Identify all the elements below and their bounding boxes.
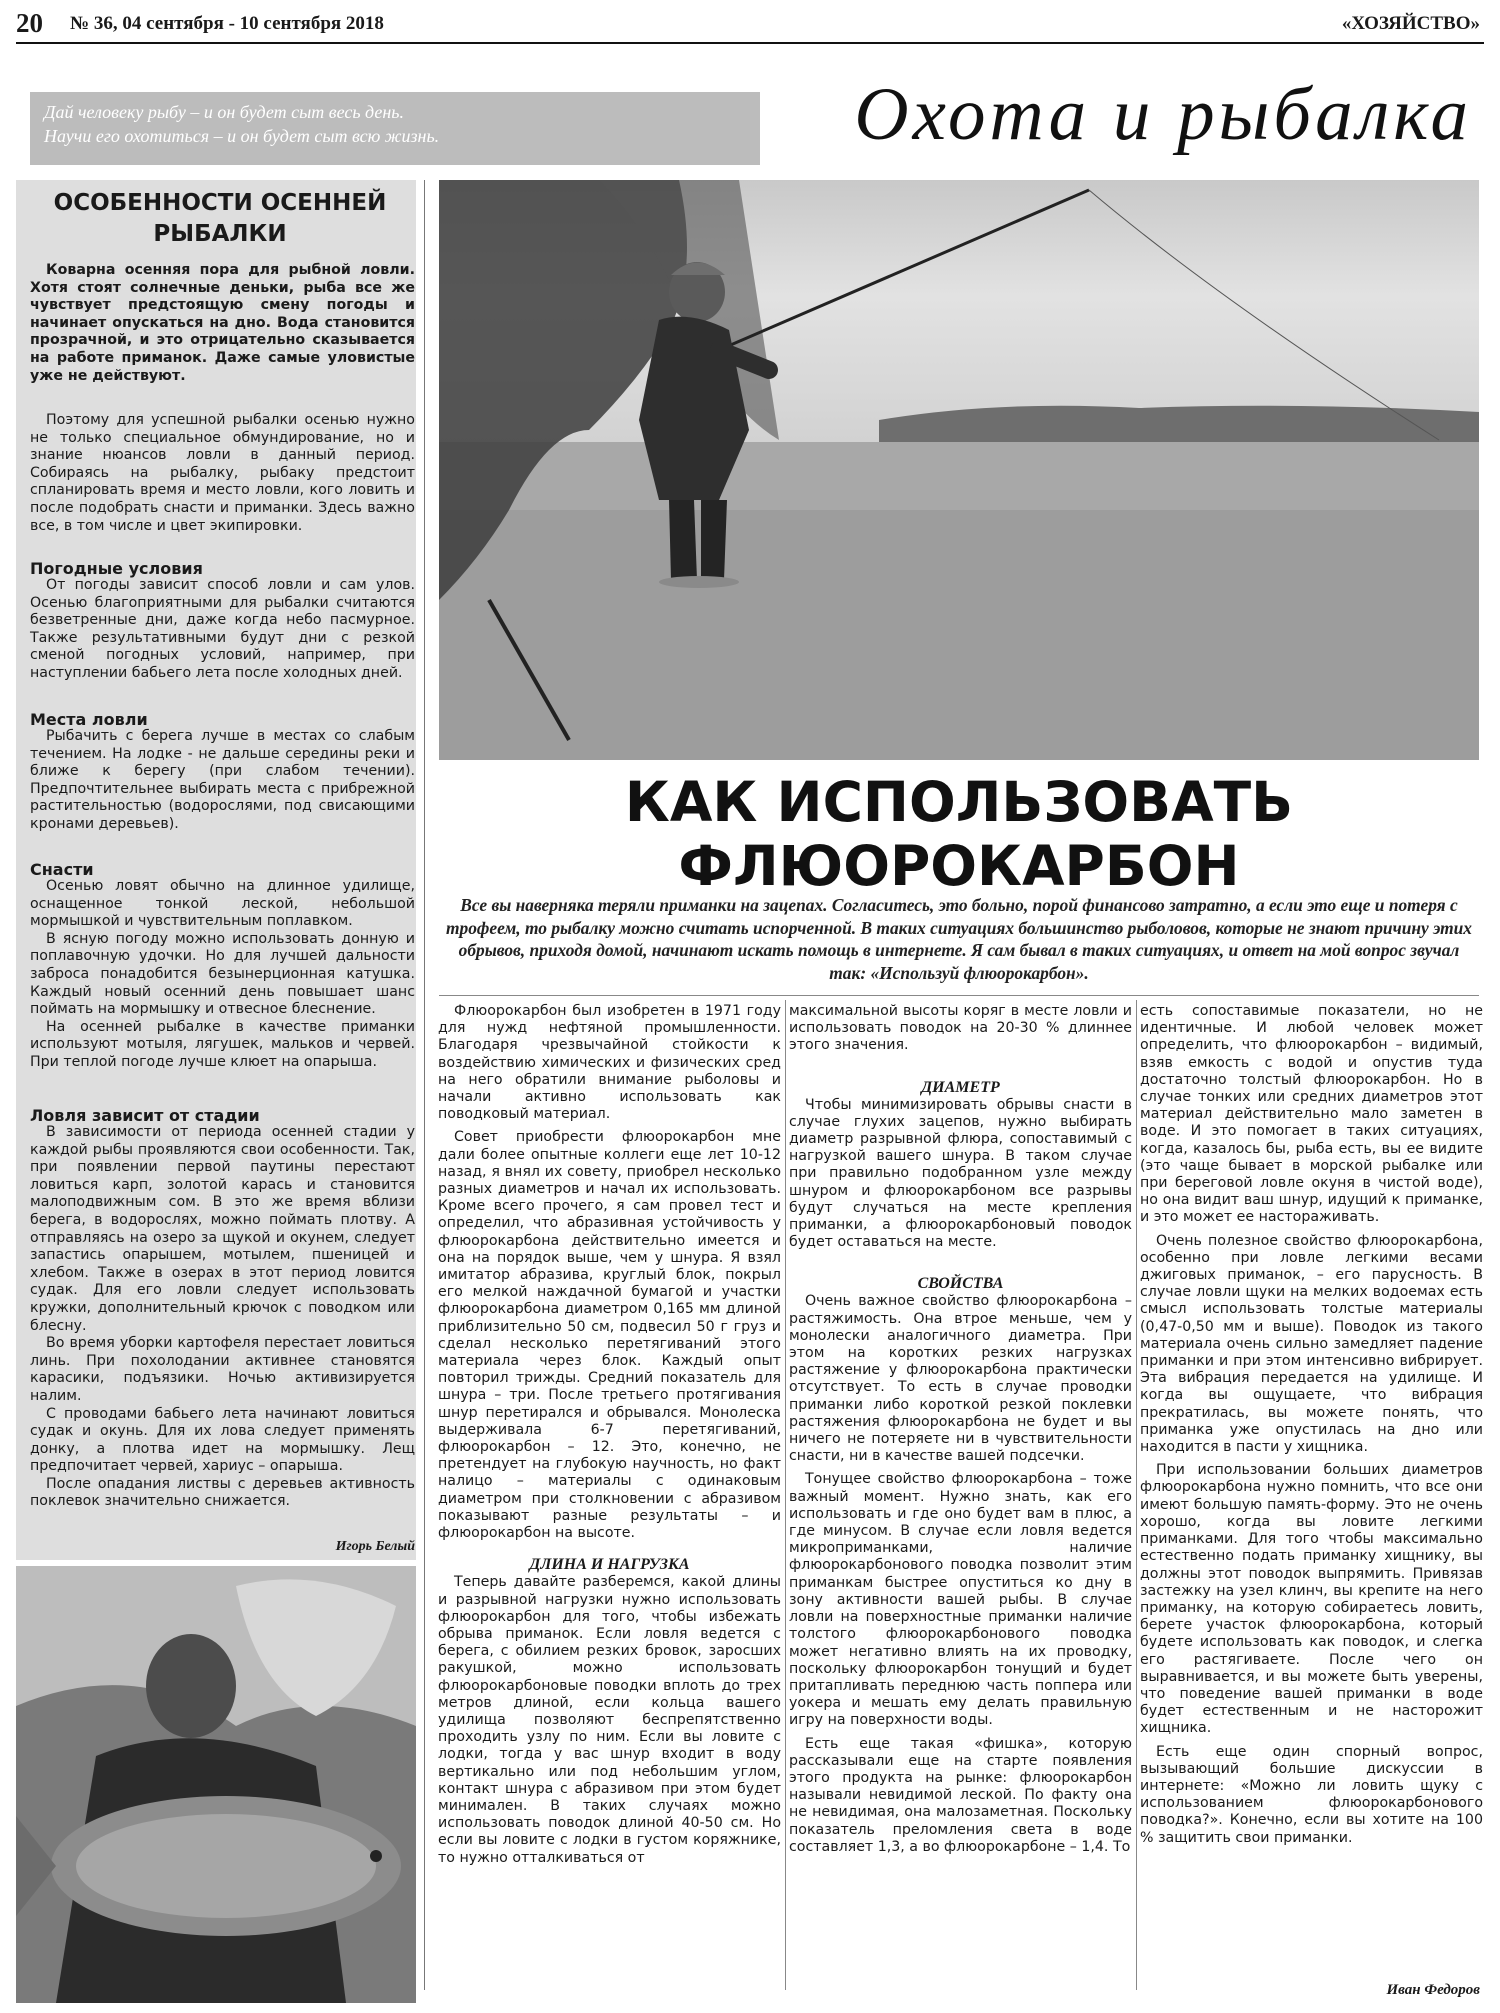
heading-properties: СВОЙСТВА [917, 1275, 1004, 1293]
section-title: Охота и рыбалка [854, 73, 1472, 156]
sidebar-intro [30, 412, 415, 535]
sidebar-stage-text-2: Во время уборки картофеля перестает ловиться линь. При похолодании активнее становятся карасики, подъязики. Ночью активизируется налим. [30, 1335, 415, 1404]
article-title-line-1: КАК ИСПОЛЬЗОВАТЬ [624, 770, 1294, 834]
article-paragraph: есть сопоставимые показатели, но не идентичные. И любой человек может определить, что флюорокарбон – видимый, взяв емкость с водой и опустив туда достаточно толстый флюорокарбон. Но в случае тонких или средних диаметров этот материал действительно мало заметен в воде. И это помогает в таких ситуациях, когда, казалось бы, рыба есть, вы ее видите (это чаще бывает в морской рыбалке или при береговой ловле окуня в чистой воде), но она видит ваш шнур, идущий к приманке, и это может ее настораживать. [1140, 1003, 1483, 1226]
sidebar-heading-stage: Ловля зависит от стадии [30, 1106, 260, 1125]
article-column-1 [438, 1003, 781, 1867]
fisherman-illustration [439, 180, 1479, 760]
article-column-3 [1140, 1003, 1483, 1847]
fisherman-photo [439, 180, 1479, 760]
sidebar-tackle-text-3: На осенней рыбалке в качестве приманки используют мотыля, лягушек, мальков и червей. При теплой погоде лучше клюет на опарыша. [30, 1018, 415, 1070]
header-rule [16, 42, 1484, 44]
article-author: Иван Федоров [1386, 1982, 1480, 1998]
carp-illustration [16, 1566, 416, 2003]
article-paragraph: При использовании больших диаметров флюорокарбона нужно помнить, что все они имеют большую память-форму. Это не очень хорошо, когда вы ловите легкими приманками. Для того чтобы максимально естественно подать приманку хищнику, вы должны этот поводок выпрямить. Привязав застежку на узел клинч, вы крепите на него приманку, на которую собираетесь ловить, берете участок флюорокарбона, который будете использовать как поводок, и слегка его растягиваете. После чего он выравнивается, и вы можете быть уверены, что поведение вашей приманки в воде будет естественным и не насторожит хищника. [1140, 1462, 1483, 1737]
sidebar-intro-text: Поэтому для успешной рыбалки осенью нужно не только специальное обмундирование, но и знание нюансов ловли в данный период. Собираясь на рыбалку, рыбаку предстоит спланировать время и место ловли, кого ловить и после подобрать снасти и приманки. Здесь важно все, в том числе и цвет экипировки. [30, 412, 415, 534]
newspaper-name: «ХОЗЯЙСТВО» [1341, 13, 1480, 34]
sidebar-lead [30, 262, 415, 385]
epigraph-line-2: Научи его охотиться – и он будет сыт всю жизнь. [44, 126, 440, 146]
article-title-line-2: ФЛЮОРОКАРБОН [678, 834, 1240, 898]
page-number: 20 [16, 8, 43, 38]
sidebar-tackle-text-2: В ясную погоду можно использовать донную и поплавочную удочки. Но для лучшей дальности заброса понадобится безынерционная катушка. Каждый новый осенний день повышает шанс поймать на мормышку и отвесное блеснение. [30, 930, 415, 1018]
sidebar-weather [30, 577, 415, 683]
sidebar-lead-text: Коварна осенняя пора для рыбной ловли. Хотя стоят солнечные деньки, рыба все же чувствует предстоящую смену погоды и начинает опускаться на дно. Вода становится прозрачной, и это отрицательно сказывается на работе приманок. Даже самые уловистые уже не действуют. [30, 262, 415, 384]
sidebar-tackle-text-1: Осенью ловят обычно на длинное удилище, оснащенное тонкой леской, небольшой мормышкой и чувствительным поплавком. [30, 878, 415, 930]
sidebar-author: Игорь Белый [335, 1539, 415, 1554]
article-paragraph: Очень важное свойство флюорокарбона – растяжимость. Она втрое меньше, чем у монолески аналогичного диаметра. При этом на коротких резких нагрузках растяжение у флюорокарбона практически отсутствует. То есть в случае проводки приманки либо короткой резкой поклевки растяжения флюорокарбона не будет и вы ничего не потеряете ни в чувствительности снасти, ни в качестве вашей подсечки. [789, 1293, 1132, 1465]
article-paragraph: максимальной высоты коряг в месте ловли и использовать поводок на 20-30 % длиннее этого значения. [789, 1003, 1132, 1054]
sidebar-tackle [30, 878, 415, 1072]
column-rule [785, 1000, 786, 1990]
article-paragraph: Совет приобрести флюорокарбон мне дали более опытные коллеги еще лет 10-12 назад, я внял их совету, приобрел несколько разных диаметров и начал их использовать. Кроме всего прочего, я сам провел тест и определил, что абразивная устойчивость у флюорокарбона действительно имеется и она на порядок выше, чем у шнура. Я взял имитатор абразива, круглый блок, покрыл его мелкой наждачной бумагой и участки флюорокарбона диаметром 0,165 мм длиной приблизительно 50 см, подвесил 50 г груз и сделал несколько перетягиваний этого материала через блок. Каждый опыт повторил трижды. Средний показатель для шнура – три. После третьего протягивания шнур перетирался и обрывался. Монолеска выдерживала 6-7 перетягиваний, флюорокарбон – 12. Это, конечно, не претендует на глубокую научность, но факт налицо – материалы с одинаковым диаметром при столкновении с абразивом показывают разные результаты – и флюорокарбон на высоте. [438, 1129, 781, 1542]
sidebar-places [30, 728, 415, 834]
sidebar-stage-text-3: С проводами бабьего лета начинают ловиться судак и окунь. Для их лова следует применять донку, а плотва идет на мормышку. Лещ предпочитает червей, хариус – опарыша. [30, 1405, 415, 1475]
sidebar-title [20, 188, 420, 250]
sidebar-stage [30, 1124, 415, 1511]
heading-diameter: ДИАМЕТР [921, 1078, 1000, 1096]
sidebar-stage-text-1: В зависимости от периода осенней стадии у каждой рыбы проявляются свои особенности. Так, при появлении первой паутины перестают ловиться карп, золотой карась и становится малоподвижным сом. В это же время вблизи берега, в водорослях, можно поймать плотву. А отправляясь на озеро за щукой и окунем, следует запастись опарышем, мотылем, пшеницей и хлебом. Также в озерах в этот период ловится судак. Для его ловли следует использовать кружки, дополнительный крючок с поводком или блесну. [30, 1124, 415, 1334]
epigraph-line-1: Дай человеку рыбу – и он будет сыт весь день. [44, 102, 404, 122]
heading-length: ДЛИНА И НАГРУЗКА [529, 1556, 690, 1574]
carp-photo [16, 1566, 416, 2003]
article-paragraph: Чтобы минимизировать обрывы снасти в случае глухих зацепов, нужно выбирать диаметр разрывной флюра, сопоставимый с нагрузкой вашего шнура. В таком случае при правильно подобранном узле между шнуром и флюорокарбоном все разрывы будут случаться на месте крепления приманки, а флюорокарбоновый поводок будет оставаться на месте. [789, 1096, 1132, 1251]
sidebar-heading-weather: Погодные условия [30, 559, 203, 578]
sidebar-title-line-1: ОСОБЕННОСТИ ОСЕННЕЙ [53, 190, 387, 216]
sidebar-heading-tackle: Снасти [30, 860, 94, 879]
article-paragraph: Очень полезное свойство флюорокарбона, особенно при ловле легкими весами джиговых приманок, – его парусность. В случае ловли щуки на мелких водоемах есть смысл использовать толстые материалы (0,47-0,50 мм и выше). Поводок из такого материала очень сильно замедляет падение приманки и при этом интенсивно вибрирует. Эта вибрация передается на удилище. И когда вы ощущаете, что вибрация прекратилась, вы можете понять, что приманка уже опустилась на дно или находится в пасти у хищника. [1140, 1232, 1483, 1456]
sidebar-stage-text-4: После опадания листвы с деревьев активность поклевок значительно снижается. [30, 1475, 415, 1510]
article-column-2 [789, 1003, 1132, 1856]
lead-rule [439, 995, 1479, 996]
article-paragraph: Есть еще один спорный вопрос, вызывающий большие дискуссии в интернете: «Можно ли ловить щуку с использованием флюорокарбонового поводка?». Конечно, если вы хотите на 100 % защитить свои приманки. [1140, 1743, 1483, 1846]
sidebar-weather-text: От погоды зависит способ ловли и сам улов. Осенью благоприятными для рыбалки считаются безветренные дни, даже когда небо пасмурное. Также результативными будут дни с резкой сменой погодных условий, например, при наступлении бабьего лета после холодных дней. [30, 577, 415, 681]
article-title [439, 770, 1479, 898]
article-lead: Все вы наверняка теряли приманки на зацепах. Согласитесь, это больно, порой финансово затратно, а если это еще и потеря с трофеем, то рыбалку можно считать испорченной. В таких ситуациях большинство рыболовов, которые не знают причину этих обрывов, приходя домой, начинают искать помощь в интернете. Я сам бывал в таких ситуациях, и ответ на мой вопрос звучал так: «Используй флюорокарбон». [446, 895, 1472, 983]
article-paragraph: Флюорокарбон был изобретен в 1971 году для нужд нефтяной промышленности. Благодаря чрезвычайной стойкости к воздействию химических и физических сред на него обратили внимание рыболовы и начали активно использовать как поводковый материал. [438, 1003, 781, 1123]
issue-date: № 36, 04 сентября - 10 сентября 2018 [70, 13, 384, 34]
sidebar-title-line-2: РЫБАЛКИ [153, 221, 287, 247]
column-rule [1136, 1000, 1137, 1990]
sidebar-places-text: Рыбачить с берега лучше в местах со слабым течением. На лодке - не дальше середины реки и ближе к берегу (при слабом течении). Предпочтительнее выбирать места с прибрежной растительностью (водорослями, под свисающими кронами деревьев). [30, 728, 415, 832]
article-paragraph: Теперь давайте разберемся, какой длины и разрывной нагрузки нужно использовать флюорокарбон для того, чтобы избежать обрыва приманок. Если ловля ведется с берега, с обилием резких бровок, заросших ракушкой, можно использовать флюорокарбоновые поводки вплоть до трех метров длиной, если кольца вашего удилища позволяют беспрепятственно проходить узлу по ним. Если вы ловите с лодки, тогда у вас шнур входит в воду вертикально или под небольшим углом, контакт шнура с абразивом при этом будет минимален. В таких случаях можно использовать поводок длиной 40-50 см. Но если вы ловите с лодки в густом коряжнике, то нужно отталкиваться от [438, 1574, 781, 1866]
article-paragraph: Тонущее свойство флюорокарбона – тоже важный момент. Нужно знать, как его использовать и где оно будет вам в плюс, а где минусом. В случае если ловля ведется микроприманками, наличие флюорокарбонового поводка позволит этим приманкам быстрее опуститься ко дну в зону активности вашей рыбы. В случае ловли на поверхностные приманки наличие толстого флюорокарбонового поводка может негативно влиять на их проводку, поскольку флюорокарбон тонущий и будет притапливать переднюю часть поппера или уокера и мешать ему делать правильную игру на поверхности воды. [789, 1471, 1132, 1729]
article-paragraph: Есть еще такая «фишка», которую рассказывали еще на старте появления этого продукта на рынке: флюорокарбон называли невидимой леской. По факту она не невидимая, она малозаметная. Поскольку показатель преломления света в воде составляет 1,3, а во флюорокарбоне – 1,4. То [789, 1735, 1132, 1855]
column-rule [424, 180, 425, 1990]
sidebar-heading-places: Места ловли [30, 710, 148, 729]
